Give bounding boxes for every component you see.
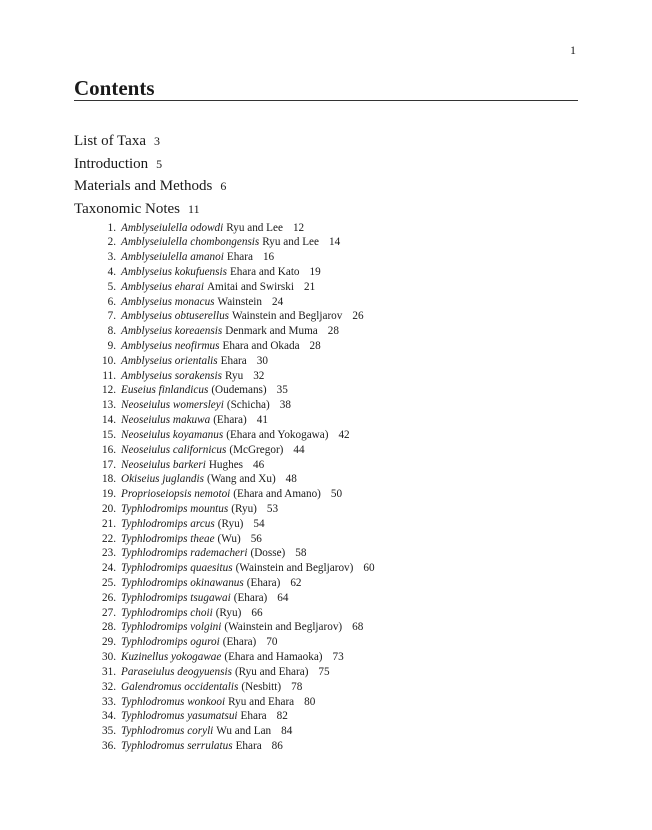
species-name: Typhlodromips quaesitus — [121, 562, 233, 575]
entry-page: 86 — [271, 739, 283, 752]
entry-page: 64 — [277, 591, 289, 604]
entry-number: 10. — [102, 354, 116, 367]
taxon-entry — [90, 591, 375, 606]
entry-page: 14 — [328, 236, 341, 249]
species-name: Typhlodromips arcus — [121, 517, 215, 530]
species-name: Amblyseiulella amanoi — [121, 251, 224, 264]
species-author: (Ehara and Amano) — [233, 488, 321, 501]
species-name: Amblyseius eharai — [121, 280, 204, 293]
entry-number: 17. — [102, 458, 116, 471]
taxon-entry — [90, 650, 375, 665]
species-author: (McGregor) — [229, 443, 284, 456]
taxon-entry — [90, 398, 375, 413]
entry-page: 78 — [291, 680, 303, 693]
entry-page: 70 — [266, 636, 278, 649]
entry-number: 21. — [102, 517, 116, 530]
taxon-entry — [90, 221, 375, 236]
taxon-entry — [90, 339, 375, 354]
species-author: (Ryu) — [215, 606, 242, 619]
species-name: Typhlodromips choii — [121, 606, 213, 619]
species-author: Ehara — [220, 354, 247, 367]
species-name: Amblyseius obtuserellus — [121, 310, 230, 323]
entry-page: 66 — [251, 606, 263, 619]
entry-page: 84 — [281, 725, 293, 738]
taxon-entry — [90, 428, 375, 443]
entry-number: 24. — [102, 562, 116, 575]
taxon-entry — [90, 680, 375, 695]
entry-number: 13. — [102, 399, 116, 412]
species-author: Ehara — [240, 710, 267, 723]
entry-number: 34. — [102, 710, 116, 723]
taxon-entry — [90, 576, 375, 591]
entry-number: 8. — [107, 325, 116, 338]
species-author: (Ehara) — [213, 414, 247, 427]
species-name: Typhlodromus wonkooi — [121, 695, 226, 708]
entry-page: 41 — [256, 414, 268, 427]
entry-page: 53 — [266, 502, 279, 515]
taxon-entry — [90, 561, 375, 576]
species-name: Neoseiulus barkeri — [121, 458, 206, 471]
taxon-entry — [90, 724, 375, 739]
page-number: 1 — [570, 43, 576, 57]
species-author: Ryu and Lee — [262, 236, 319, 249]
taxa-entry-list — [90, 221, 375, 754]
species-name: Typhlodromips theae — [121, 532, 215, 545]
species-author: (Ryu and Ehara) — [234, 665, 309, 678]
entry-page: 26 — [352, 310, 364, 323]
entry-page: 54 — [253, 517, 265, 530]
species-author: Hughes — [208, 458, 244, 471]
species-author: (Wainstein and Begljarov) — [235, 562, 354, 575]
entry-page: 68 — [352, 621, 364, 634]
entry-number: 36. — [102, 739, 116, 752]
species-name: Neoseiulus koyamanus — [121, 428, 224, 441]
taxon-entry — [90, 280, 375, 295]
entry-number: 26. — [102, 591, 116, 604]
entry-number: 4. — [107, 265, 116, 278]
taxon-entry — [90, 383, 375, 398]
species-author: (Ehara and Yokogawa) — [226, 428, 329, 441]
species-author: Amitai and Swirski — [206, 280, 294, 293]
entry-page: 24 — [272, 295, 284, 308]
species-name: Typhlodromus coryli — [121, 725, 214, 738]
section-page: 11 — [188, 201, 200, 216]
taxon-entry — [90, 709, 375, 724]
entry-number: 23. — [102, 547, 116, 560]
entry-number: 9. — [107, 340, 116, 352]
species-author: (Ehara) — [222, 636, 257, 649]
species-name: Paraseiulus deogyuensis — [121, 665, 232, 678]
taxon-entry — [90, 635, 375, 650]
section-label: Introduction — [74, 155, 149, 172]
section-item — [74, 153, 226, 176]
species-author: Ehara and Kato — [229, 265, 300, 278]
species-author: Ryu and Ehara — [228, 695, 295, 708]
entry-number: 19. — [102, 488, 116, 501]
species-author: (Ryu) — [217, 517, 244, 530]
species-author: (Oudemans) — [211, 384, 267, 397]
entry-number: 16. — [102, 443, 116, 456]
entry-page: 35 — [276, 384, 288, 397]
taxon-entry — [90, 413, 375, 428]
entry-page: 44 — [293, 443, 305, 456]
species-author: (Nesbitt) — [241, 680, 282, 693]
species-name: Amblyseius monacus — [121, 295, 215, 308]
entry-page: 60 — [363, 562, 375, 575]
species-author: Wu and Lan — [216, 725, 272, 738]
entry-page: 28 — [327, 325, 339, 338]
section-page: 5 — [156, 156, 163, 171]
section-label: Taxonomic Notes — [74, 200, 181, 217]
species-author: Wainstein and Begljarov — [232, 310, 343, 323]
entry-number: 2. — [107, 236, 116, 249]
species-author: (Ehara) — [233, 591, 268, 604]
taxon-entry — [90, 443, 375, 458]
entry-number: 28. — [102, 621, 116, 634]
species-name: Amblyseius sorakensis — [121, 369, 222, 382]
taxon-entry — [90, 695, 375, 710]
species-name: Typhlodromips rademacheri — [121, 547, 248, 560]
species-name: Typhlodromips oguroi — [121, 636, 220, 649]
entry-number: 14. — [102, 414, 116, 427]
taxon-entry — [90, 369, 375, 384]
entry-number: 31. — [102, 665, 116, 678]
species-author: (Ehara and Hamaoka) — [224, 651, 323, 664]
entry-page: 30 — [256, 354, 268, 367]
species-author: Ehara and Okada — [222, 340, 300, 352]
species-name: Amblyseius kokufuensis — [121, 265, 227, 278]
taxon-entry — [90, 265, 375, 280]
species-name: Amblyseiulella odowdi — [121, 221, 224, 234]
species-author: (Ehara) — [246, 577, 281, 589]
entry-number: 1. — [107, 221, 116, 234]
section-label: List of Taxa — [74, 133, 146, 149]
entry-page: 21 — [303, 280, 316, 293]
species-name: Neoseiulus makuwa — [121, 414, 211, 427]
species-name: Galendromus occidentalis — [121, 680, 239, 693]
species-name: Amblyseius koreaensis — [121, 325, 223, 338]
entry-page: 62 — [290, 577, 302, 589]
entry-page: 48 — [285, 473, 297, 486]
entry-number: 25. — [102, 577, 116, 589]
species-author: (Wainstein and Begljarov) — [224, 621, 343, 634]
entry-page: 56 — [250, 532, 262, 545]
entry-number: 35. — [102, 725, 116, 738]
entry-number: 12. — [102, 384, 116, 397]
entry-page: 32 — [253, 369, 265, 382]
species-name: Proprioseiopsis nemotoi — [121, 488, 231, 501]
species-name: Typhlodromips mountus — [121, 502, 229, 515]
entry-number: 3. — [107, 251, 116, 264]
species-name: Amblyseiulella chombongensis — [121, 236, 260, 249]
taxon-entry — [90, 295, 375, 310]
species-name: Neoseiulus womersleyi — [121, 399, 224, 412]
entry-number: 6. — [107, 295, 116, 308]
species-name: Amblyseius neofirmus — [121, 340, 220, 352]
entry-number: 22. — [102, 532, 116, 545]
entry-number: 5. — [107, 280, 116, 293]
entry-number: 32. — [102, 680, 116, 693]
entry-page: 28 — [309, 340, 321, 352]
species-name: Kuzinellus yokogawae — [121, 651, 222, 664]
species-name: Typhlodromips volgini — [121, 621, 222, 634]
entry-page: 82 — [276, 710, 288, 723]
species-name: Okiseius juglandis — [121, 473, 204, 486]
species-name: Typhlodromips tsugawai — [121, 591, 231, 604]
taxon-entry — [90, 532, 375, 547]
taxon-entry — [90, 739, 375, 754]
taxon-entry — [90, 235, 375, 250]
taxon-entry — [90, 354, 375, 369]
entry-page: 16 — [262, 251, 275, 264]
taxon-entry — [90, 620, 375, 635]
species-author: (Wu) — [217, 532, 241, 545]
species-author: Ehara — [226, 251, 253, 264]
title-rule — [74, 100, 578, 101]
taxon-entry — [90, 324, 375, 339]
species-author: (Dosse) — [250, 547, 286, 560]
page-title: Contents — [74, 76, 155, 100]
taxon-entry — [90, 472, 375, 487]
section-page: 6 — [220, 179, 227, 193]
species-name: Euseius finlandicus — [121, 384, 209, 397]
entry-page: 73 — [332, 651, 344, 664]
taxon-entry — [90, 517, 375, 532]
species-name: Typhlodromips okinawanus — [121, 577, 244, 589]
taxon-entry — [90, 665, 375, 680]
entry-number: 30. — [102, 651, 116, 664]
species-author: Ehara — [235, 739, 262, 752]
section-item — [74, 198, 226, 221]
species-author: (Schicha) — [226, 399, 270, 412]
taxon-entry — [90, 250, 375, 265]
section-item — [74, 175, 226, 198]
entry-page: 58 — [295, 547, 307, 560]
species-name: Typhlodromus serrulatus — [121, 739, 233, 752]
entry-page: 75 — [318, 665, 330, 678]
entry-page: 12 — [292, 221, 305, 234]
entry-number: 29. — [102, 636, 116, 649]
entry-page: 38 — [279, 399, 291, 412]
entry-number: 15. — [102, 428, 116, 441]
species-author: (Wang and Xu) — [206, 473, 276, 486]
section-list — [74, 130, 226, 220]
species-author: Wainstein — [217, 295, 262, 308]
species-author: Ryu — [225, 369, 244, 382]
taxon-entry — [90, 458, 375, 473]
species-name: Typhlodromus yasumatsui — [121, 710, 238, 723]
entry-page: 42 — [338, 428, 350, 441]
taxon-entry — [90, 606, 375, 621]
taxon-entry — [90, 546, 375, 561]
species-author: Denmark and Muma — [225, 325, 318, 338]
entry-page: 46 — [253, 458, 265, 471]
taxon-entry — [90, 487, 375, 502]
species-name: Amblyseius orientalis — [121, 354, 218, 367]
entry-number: 20. — [102, 502, 116, 515]
entry-number: 11. — [102, 369, 116, 382]
taxon-entry — [90, 309, 375, 324]
entry-number: 27. — [102, 606, 116, 619]
section-item — [74, 130, 226, 153]
taxon-entry — [90, 502, 375, 517]
species-author: Ryu and Lee — [226, 221, 283, 234]
entry-page: 80 — [304, 695, 316, 708]
section-page: 3 — [154, 134, 160, 148]
entry-page: 50 — [330, 488, 343, 501]
entry-number: 33. — [102, 695, 116, 708]
species-name: Neoseiulus californicus — [121, 443, 227, 456]
entry-number: 7. — [107, 310, 116, 323]
species-author: (Ryu) — [231, 502, 257, 515]
entry-number: 18. — [102, 473, 116, 486]
section-label: Materials and Methods — [74, 178, 213, 194]
entry-page: 19 — [309, 265, 321, 278]
